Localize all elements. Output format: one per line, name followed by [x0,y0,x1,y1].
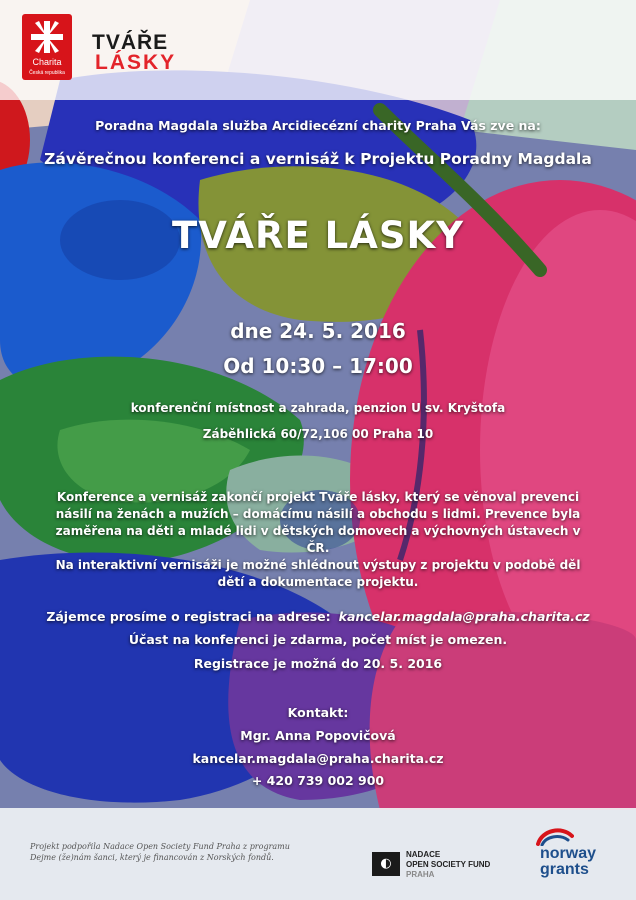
contact-email-link[interactable]: kancelar.magdala@praha.charita.cz [192,751,444,766]
registration-label: Zájemce prosíme o registraci na adrese: [46,609,331,624]
description-line: Konference a vernisáž zakončí projekt Tváře lásky, který se věnoval prevenci [56,490,580,504]
description-line: dětí a dokumentace projektu. [217,575,419,589]
registration-line [0,609,636,624]
norway-grants-line2: grants [540,861,589,878]
event-time: Od 10:30 – 17:00 [223,354,413,378]
norway-grants-arc-icon [536,826,574,846]
charita-logo-name: Charita [32,57,62,67]
osf-mark-icon: ◐ [372,852,400,876]
norway-grants-line1: norway [540,845,597,862]
event-description [48,489,588,591]
event-subtitle: Závěrečnou konferenci a vernisáž k Projektu Poradny Magdala [44,150,592,168]
funding-note [30,841,330,863]
event-date: dne 24. 5. 2016 [230,319,406,343]
funding-note-line: Dejme (že)nám šanci, který je financován z Norských fondů. [30,853,274,862]
event-title: TVÁŘE LÁSKY [172,214,464,257]
brand-logo-line2: LÁSKY [95,51,177,74]
osf-logo [372,848,532,888]
contact-phone: + 420 739 002 900 [251,773,385,788]
free-admission-note: Účast na konferenci je zdarma, počet míst je omezen. [128,632,508,647]
osf-logo-line1: NADACE [406,850,441,859]
registration-deadline: Registrace je možná do 20. 5. 2016 [193,656,443,671]
contact-heading: Kontakt: [287,705,349,720]
osf-logo-line2: OPEN SOCIETY FUND [406,860,491,869]
contact-name: Mgr. Anna Popovičová [240,728,396,743]
description-line: násilí na ženách a mužích – domácímu násilí a obchodu s lidmi. Prevence byla [55,507,581,521]
charita-cross-icon [29,19,65,55]
registration-email-link[interactable]: kancelar.magdala@praha.charita.cz [338,609,590,624]
charita-logo [22,14,72,80]
norway-grants-logo [534,826,614,882]
osf-logo-line3: PRAHA [406,870,435,879]
description-line: zaměřena na děti a mladé lidi v dětských domovech a výchovných ústavech v ČR. [55,524,581,555]
funding-note-line: Projekt podpořila Nadace Open Society Fund Praha z programu [30,842,290,851]
invitation-intro: Poradna Magdala služba Arcidiecézní charity Praha Vás zve na: [95,118,541,133]
event-address: Záběhlická 60/72,106 00 Praha 10 [202,427,434,441]
charita-logo-subtitle: Česká republika [29,70,65,76]
description-line: Na interaktivní vernisáži je možné shlédnout výstupy z projektu v podobě děl [55,558,581,572]
brand-logo-line1: TVÁŘE [92,31,169,54]
event-venue: konferenční místnost a zahrada, penzion U sv. Kryštofa [130,401,506,415]
